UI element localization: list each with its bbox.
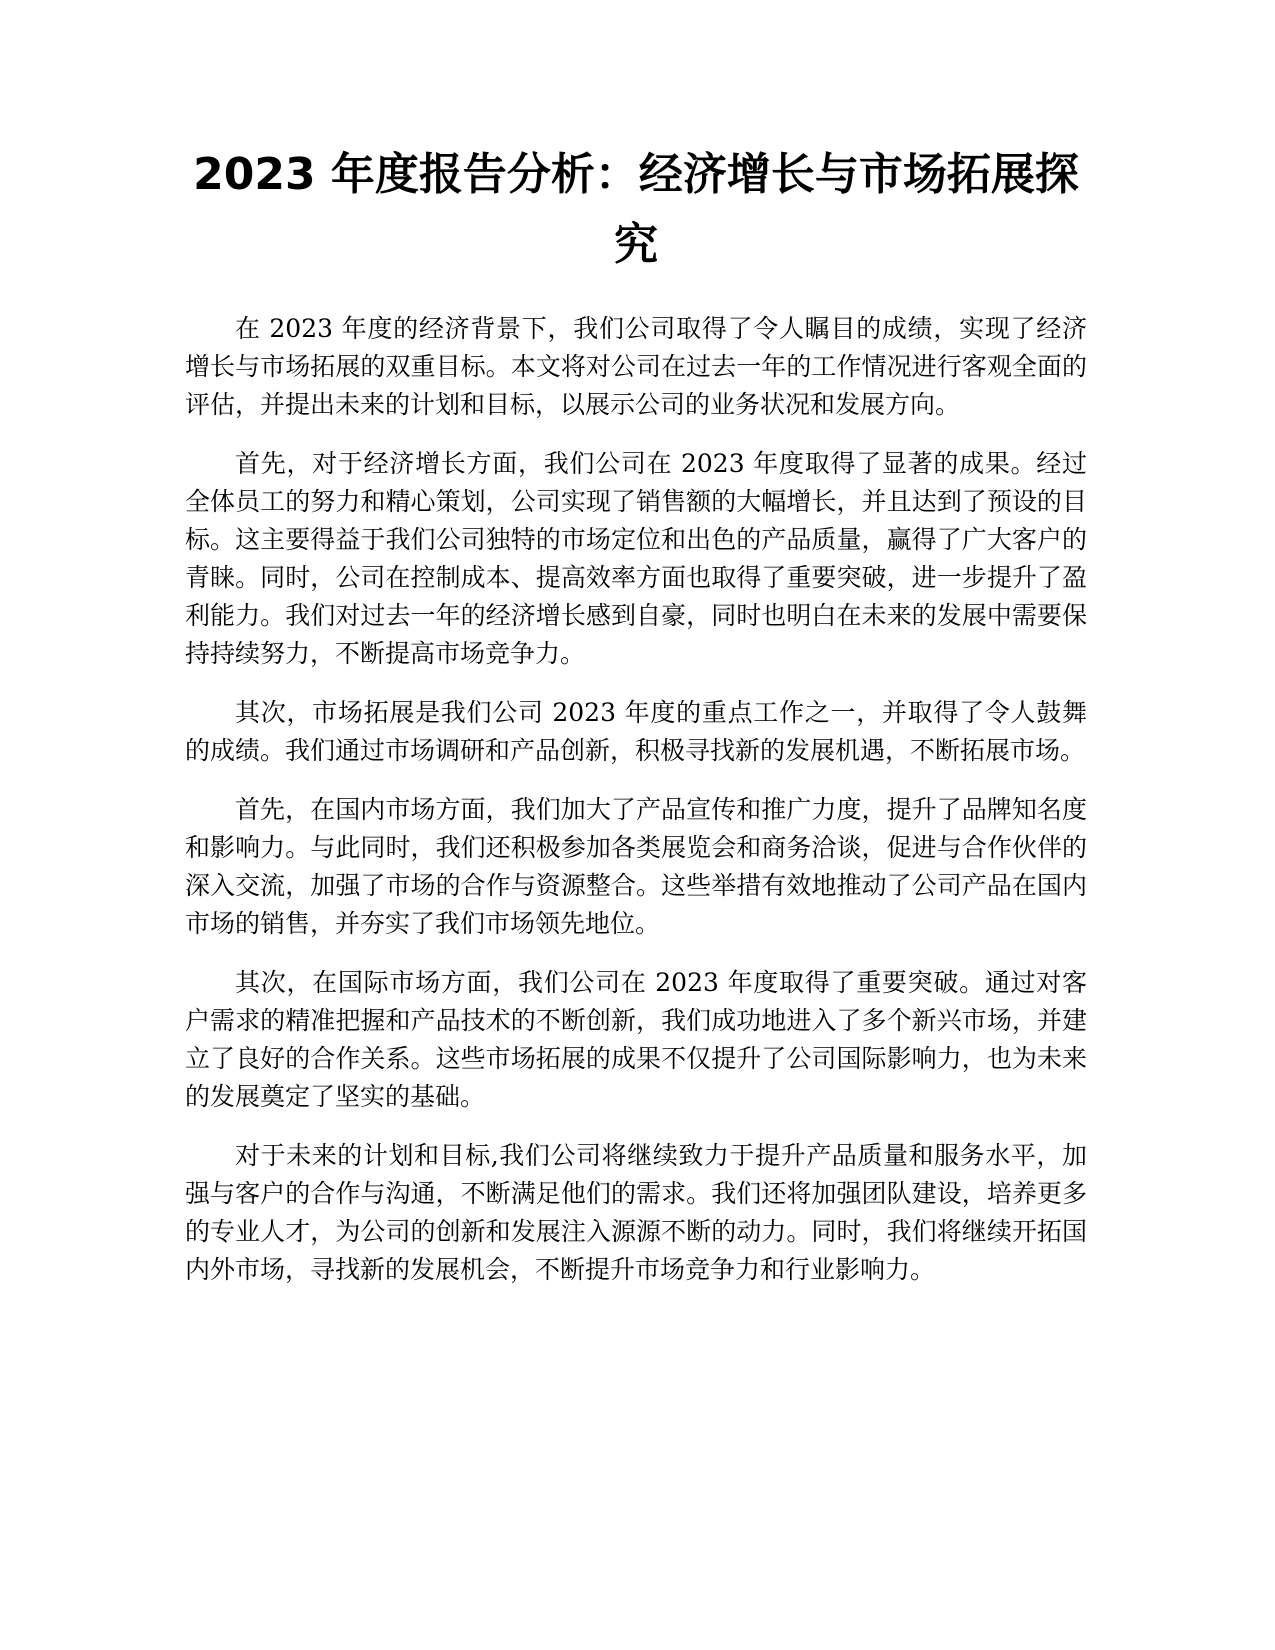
paragraph-international-market: 其次，在国际市场方面，我们公司在 2023 年度取得了重要突破。通过对客户需求的精准把握和产品技术的不断创新，我们成功地进入了多个新兴市场，并建立了良好的合作关系。这些市场拓展的成果不仅提升了公司国际影响力，也为未来的发展奠定了坚实的基础。 — [185, 968, 1087, 1111]
paragraph-domestic-market: 首先，在国内市场方面，我们加大了产品宣传和推广力度，提升了品牌知名度和影响力。与此同时，我们还积极参加各类展览会和商务洽谈，促进与合作伙伴的深入交流，加强了市场的合作与资源整合。这些举措有效地推动了公司产品在国内市场的销售，并夯实了我们市场领先地位。 — [185, 795, 1087, 938]
paragraph-intro: 在 2023 年度的经济背景下，我们公司取得了令人瞩目的成绩，实现了经济增长与市场拓展的双重目标。本文将对公司在过去一年的工作情况进行客观全面的评估，并提出未来的计划和目标，以展示公司的业务状况和发展方向。 — [185, 314, 1087, 419]
paragraph-future-plans: 对于未来的计划和目标,我们公司将继续致力于提升产品质量和服务水平，加强与客户的合作与沟通，不断满足他们的需求。我们还将加强团队建设，培养更多的专业人才，为公司的创新和发展注入源源不断的动力。同时，我们将继续开拓国内外市场，寻找新的发展机会，不断提升市场竞争力和行业影响力。 — [185, 1141, 1087, 1284]
paragraph-market-expansion: 其次，市场拓展是我们公司 2023 年度的重点工作之一，并取得了令人鼓舞的成绩。我们通过市场调研和产品创新，积极寻找新的发展机遇，不断拓展市场。 — [185, 698, 1087, 765]
paragraph-economic-growth: 首先，对于经济增长方面，我们公司在 2023 年度取得了显著的成果。经过全体员工的努力和精心策划，公司实现了销售额的大幅增长，并且达到了预设的目标。这主要得益于我们公司独特的市场定位和出色的产品质量，赢得了广大客户的青睐。同时，公司在控制成本、提高效率方面也取得了重要突破，进一步提升了盈利能力。我们对过去一年的经济增长感到自豪，同时也明白在未来的发展中需要保持持续努力，不断提高市场竞争力。 — [185, 449, 1087, 668]
document-body — [185, 140, 1087, 1310]
document-title: 2023 年度报告分析：经济增长与市场拓展探究 — [193, 149, 1079, 270]
